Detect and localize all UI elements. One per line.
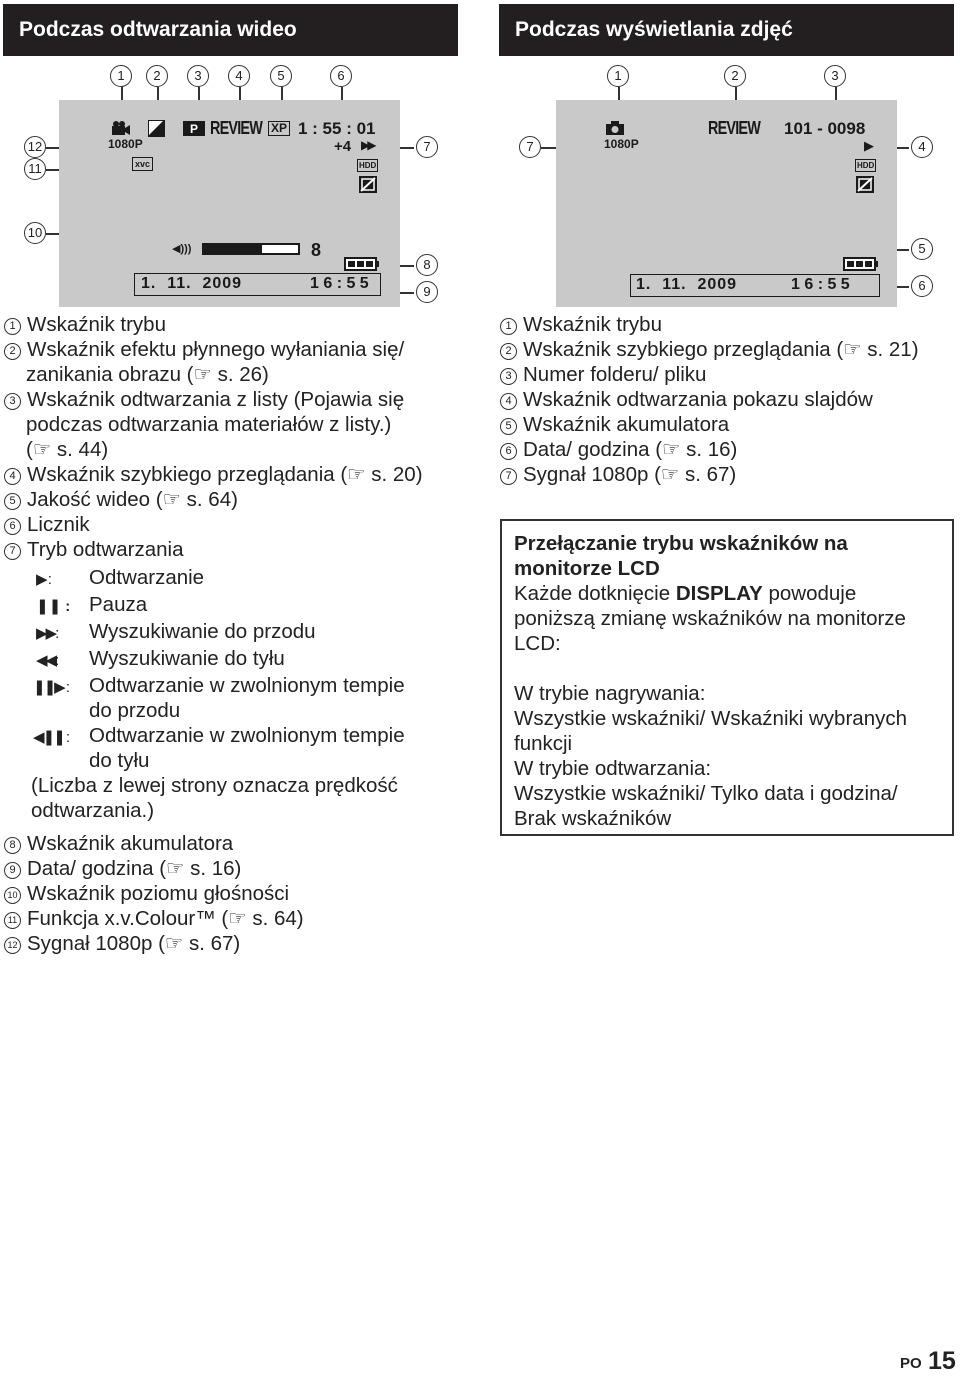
volume-value: 8 — [311, 240, 322, 260]
box-text: W trybie nagrywania: — [514, 682, 706, 705]
mode-label: do przodu — [89, 699, 181, 722]
list-item: 4 Wskaźnik szybkiego przeglądania (☞ s. 20) — [4, 462, 423, 487]
time-text: 1 6 : 5 5 — [310, 275, 369, 292]
callout-4: 4 — [228, 65, 250, 87]
callout-8: 8 — [416, 254, 438, 276]
box-text: poniższą zmianę wskaźników na monitorze — [514, 607, 906, 630]
still-camera-icon — [605, 120, 625, 136]
box-text: Każde dotknięcie DISPLAY powoduje — [514, 582, 857, 605]
speed-note: odtwarzania.) — [31, 799, 155, 822]
playback-speed: +4 — [334, 138, 352, 155]
list-item: 3 Wskaźnik odtwarzania z listy (Pojawia się — [4, 387, 404, 412]
page-number: 15 — [928, 1347, 956, 1375]
callout-7: 7 — [416, 136, 438, 158]
callout-5: 5 — [270, 65, 292, 87]
date-time-box — [134, 273, 381, 296]
box-text: Brak wskaźników — [514, 807, 672, 830]
volume-bar — [202, 243, 300, 255]
date-text: 1. 11. 2009 — [141, 275, 243, 292]
list-item: 7 Sygnał 1080p (☞ s. 67) — [500, 462, 736, 487]
mode-label: Odtwarzanie w zwolnionym tempie — [89, 724, 405, 747]
list-item: 6 Data/ godzina (☞ s. 16) — [500, 437, 737, 462]
callout-6: 6 — [330, 65, 352, 87]
list-item-cont: zanikania obrazu (☞ s. 26) — [26, 363, 269, 386]
xvc-badge: xvc — [132, 157, 153, 171]
list-item: 7 Tryb odtwarzania — [4, 537, 183, 562]
time-counter: 1 : 55 : 01 — [298, 119, 376, 138]
fast-forward-icon: ▶▶ — [361, 138, 374, 152]
list-item-cont: podczas odtwarzania materiałów z listy.) — [26, 413, 392, 436]
date-time-box — [630, 274, 880, 297]
callout-3: 3 — [824, 65, 846, 87]
list-item: 10 Wskaźnik poziomu głośności — [4, 881, 289, 906]
language-code: PO — [900, 1355, 922, 1372]
playlist-icon — [183, 121, 205, 136]
hdd-icon: HDD — [857, 161, 875, 170]
mode-label: Wyszukiwanie do tyłu — [89, 647, 285, 670]
fast-forward-icon: ▶▶: — [36, 625, 58, 642]
list-item: 6 Licznik — [4, 512, 90, 537]
callout-2: 2 — [146, 65, 168, 87]
xp-quality-badge: XP — [268, 121, 290, 136]
rewind-icon: ◀◀: — [36, 652, 58, 669]
svg-text:P: P — [189, 122, 199, 136]
callout-10: 10 — [24, 222, 46, 244]
box-text: funkcji — [514, 732, 573, 755]
list-item: 5 Wskaźnik akumulatora — [500, 412, 729, 437]
list-item: 11 Funkcja x.v.Colour™ (☞ s. 64) — [4, 906, 304, 931]
display-mode-info-box — [500, 519, 954, 836]
lcd-screen-video — [59, 100, 400, 307]
callout-5: 5 — [911, 238, 933, 260]
callout-1: 1 — [110, 65, 132, 87]
time-text: 1 6 : 5 5 — [791, 276, 850, 293]
review-indicator: REVIEW — [210, 118, 263, 138]
section-header-video: Podczas odtwarzania wideo — [3, 4, 458, 56]
mode-label: Pauza — [89, 593, 148, 616]
review-indicator: REVIEW — [708, 118, 761, 138]
no-media-icon — [359, 176, 377, 193]
mode-label: do tyłu — [89, 749, 150, 772]
folder-file-number: 101 - 0098 — [784, 119, 866, 138]
list-item: 3 Numer folderu/ pliku — [500, 362, 706, 387]
list-item: 9 Data/ godzina (☞ s. 16) — [4, 856, 241, 881]
slow-reverse-icon: ◀❚❚ : — [33, 729, 69, 746]
box-title: Przełączanie trybu wskaźników na — [514, 532, 848, 555]
callout-11: 11 — [24, 158, 46, 180]
list-item: 5 Jakość wideo (☞ s. 64) — [4, 487, 238, 512]
video-camera-icon — [111, 120, 131, 136]
quality-1080p: 1080P — [108, 137, 143, 151]
slow-forward-icon: ❚❚▶ : — [33, 679, 69, 696]
no-media-icon — [856, 176, 874, 193]
mode-label: Odtwarzanie — [89, 566, 205, 589]
hdd-icon: HDD — [359, 161, 377, 170]
callout-9: 9 — [416, 281, 438, 303]
list-item: 1 Wskaźnik trybu — [500, 312, 662, 337]
callout-7: 7 — [519, 136, 541, 158]
volume-bar-fill — [204, 245, 262, 253]
list-item: 2 Wskaźnik efektu płynnego wyłaniania się/ — [4, 337, 404, 362]
speaker-icon: ◀))) — [172, 243, 192, 255]
callout-3: 3 — [187, 65, 209, 87]
date-text: 1. 11. 2009 — [636, 276, 738, 293]
callout-1: 1 — [607, 65, 629, 87]
list-item: 12 Sygnał 1080p (☞ s. 67) — [4, 931, 240, 956]
play-icon: ▶ : — [36, 571, 50, 588]
callout-6: 6 — [911, 275, 933, 297]
fade-effect-icon — [148, 120, 165, 137]
list-item: 2 Wskaźnik szybkiego przeglądania (☞ s. 21) — [500, 337, 919, 362]
list-item: 4 Wskaźnik odtwarzania pokazu slajdów — [500, 387, 873, 412]
box-text: W trybie odtwarzania: — [514, 757, 712, 780]
mode-label: Odtwarzanie w zwolnionym tempie — [89, 674, 405, 697]
battery-icon — [843, 257, 879, 271]
section-header-photo: Podczas wyświetlania zdjęć — [499, 4, 954, 56]
pause-icon: ❚❚ : — [36, 598, 71, 615]
battery-icon — [344, 257, 380, 271]
mode-label: Wyszukiwanie do przodu — [89, 620, 316, 643]
list-item: 1 Wskaźnik trybu — [4, 312, 166, 337]
callout-2: 2 — [724, 65, 746, 87]
box-text: LCD: — [514, 632, 561, 655]
list-item-cont: (☞ s. 44) — [26, 438, 109, 461]
box-text: Wszystkie wskaźniki/ Wskaźniki wybranych — [514, 707, 907, 730]
speed-note: (Liczba z lewej strony oznacza prędkość — [31, 774, 398, 797]
box-title: monitorze LCD — [514, 557, 660, 580]
quality-1080p: 1080P — [604, 137, 639, 151]
list-item: 8 Wskaźnik akumulatora — [4, 831, 233, 856]
box-text: Wszystkie wskaźniki/ Tylko data i godzina/ — [514, 782, 898, 805]
slideshow-play-icon: ▶ — [864, 138, 874, 153]
callout-12: 12 — [24, 136, 46, 158]
lcd-screen-photo — [556, 100, 897, 307]
callout-4: 4 — [911, 136, 933, 158]
